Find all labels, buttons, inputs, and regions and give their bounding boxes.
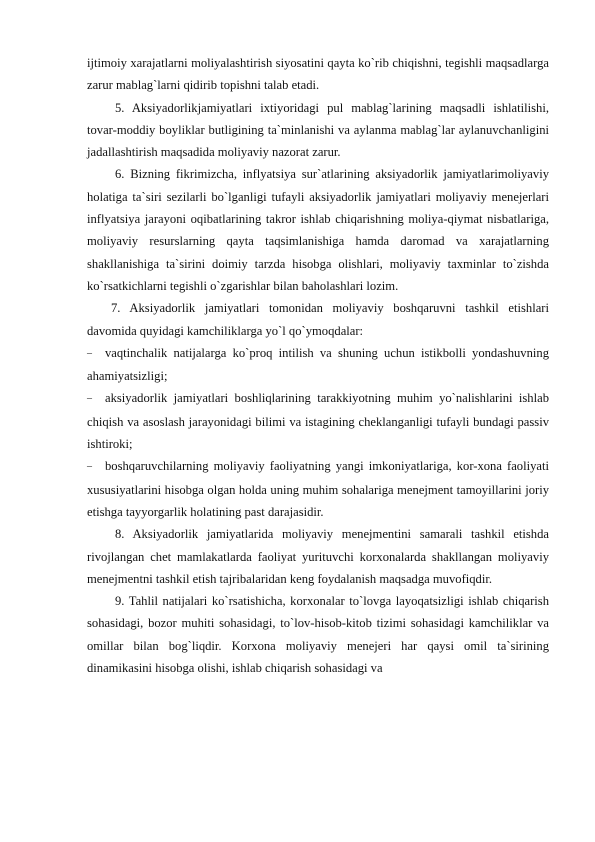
list-item-dash-1: [87, 342, 549, 388]
list-item-dash-3: [87, 455, 549, 523]
list-item-text: vaqtinchalik natijalarga ko`proq intilish va shuning uchun istikbolli yondashuvning ahamiyatsizligi;: [87, 345, 549, 384]
list-item-dash-2: [87, 387, 549, 455]
paragraph-point-8: 8. Aksiyadorlik jamiyatlarida moliyaviy menejmentini samarali tashkil etishda rivojlangan chet mamlakatlarda faoliyat yurituvchi korxonalarda shakllangan moliyaviy menejmentni tashkil etish tajribalaridan keng foydalanish maqsadga muvofiqdir.: [87, 527, 549, 586]
document-page: [87, 52, 549, 679]
paragraph-point-9: 9. Tahlil natijalari ko`rsatishicha, korxonalar to`lovga layoqatsizligi ishlab chiqarish sohasidagi, bozor muhiti sohasidagi, to`lov-hisob-kitob tizimi sohasidagi kamchiliklar va omillar bilan bog`liqdir. Korxona moliyaviy menejeri har qaysi omil ta`sirining dinamikasini hisobga olishi, ishlab chiqarish sohasidagi va: [87, 594, 549, 676]
paragraph-continuation: ijtimoiy xarajatlarni moliyalashtirish siyosatini qayta ko`rib chiqishni, tegishli maqsadlarga zarur mablag`larni qidirib topishni talab etadi.: [87, 56, 549, 93]
paragraph-point-6: 6. Bizning fikrimizcha, inflyatsiya sur`atlarining aksiyadorlik jamiyatlarimoliyaviy holatiga ta`siri sezilarli bo`lganligi tufayli aksiyadorlik jamiyatlari moliyaviy menejerlari inflyatsiya jarayoni oqibatlarining takror ishlab chiqarishning moliya-qiymat nisbatlariga, moliyaviy resurslarning qayta taqsimlanishiga hamda daromad va xarajatlarning shakllanishiga ta`sirini doimiy tarzda hisobga olishlari, moliyaviy taxminlar to`zishda ko`rsatkichlarni tegishli o`zgarishlar bilan baholashlari lozim.: [87, 167, 549, 293]
list-item-text: aksiyadorlik jamiyatlari boshliqlarining tarakkiyotning muhim yo`nalishlarini ishlab chiqish va asoslash jarayonidagi bilimi va istagining cheklanganligi tufayli bundagi passiv ishtiroki;: [87, 391, 549, 452]
paragraph-point-5: 5. Aksiyadorlikjamiyatlari ixtiyoridagi pul mablag`larining maqsadli ishlatilishi, tovar-moddiy boyliklar butligining ta`minlanishi va aylanma mablag`lar aylanuvchanligini jadallashtirish maqsadida moliyaviy nazorat zarur.: [87, 100, 549, 160]
paragraph-point-7: 7. Aksiyadorlik jamiyatlari tomonidan moliyaviy boshqaruvni tashkil etishlari davomida quyidagi kamchiliklarga yo`l qo`ymoqdalar:: [87, 301, 549, 338]
list-item-text: boshqaruvchilarning moliyaviy faoliyatning yangi imkoniyatlariga, kor-xona faoliyati xususiyatlarini hisobga olgan holda uning muhim sohalariga menejment tamoyillarini joriy etishga tayyorgarlik holatining past darajasidir.: [87, 459, 549, 519]
dash-bullet-icon: –: [87, 347, 92, 359]
dash-bullet-icon: –: [87, 393, 92, 405]
dash-bullet-icon: –: [87, 461, 92, 473]
